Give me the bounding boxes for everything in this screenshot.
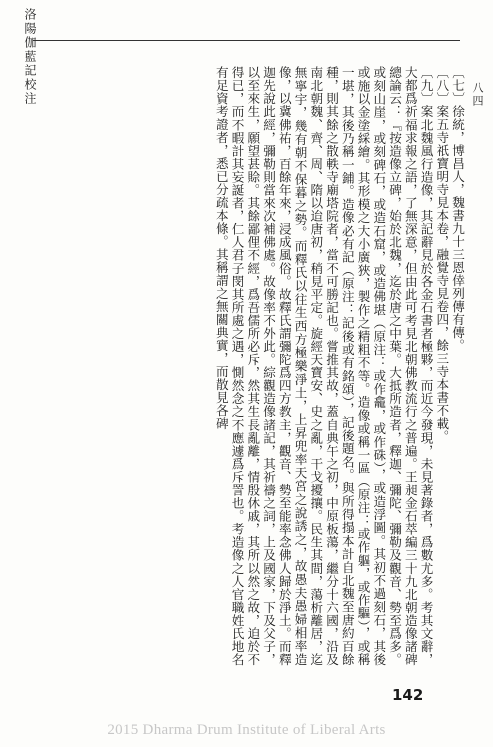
note-8: 〔八〕案五寺祇寶明寺見本卷，融覺寺見卷四，餘三寺本書不載。 [434, 66, 450, 443]
watermark: 2015 Dharma Drum Institute of Liberal Arts [107, 722, 386, 738]
note-9: 〔九〕案北魏風行造像，其記辭見於各金石書者極夥，而近今發現，未見著錄者，爲數尤多。考其文辭，大都爲祈福求報之語，了無深意，但由此可考見北朝佛教流行之普遍。王昶金石萃編三十九北朝造像諸碑總論云：『按造像立碑，始於北魏，迄於唐之中葉。大抵所造者，釋迦、彌陀、彌勒及觀音、勢至爲多。或刻山崖，或刻碑石，或造石窟，或造佛堪（原注：或作龕，或作硃），或造浮圖。其初不過刻石，其後或施以金塗綵繪。其形模之大小廣狹，製作之精粗不等。造像或稱一區（原注：或作軀，或作驅），或稱一堪，其後乃稱一鋪。造像必有記（原注：記後或有銘頌），記後題名。與所得搨本計自北魏至唐約百餘種，則其餘之散軼寺廟塔院者，當不可勝記也。嘗推其故，蓋自典午之初，中原板蕩，繼分十六國，沿及南北朝魏、齊、周、隋以迨唐初，稍見平定。旋經天寶安、史之亂，干戈擾攘。民生其間，蕩析離居，迄無寧宇，幾有朝不保暮之勢。而釋氏以往生西方極樂淨土，上昇兜率天宮之說誘之，故愚夫愚婦相率造像，以冀佛祐，百餘年來，浸成風俗。故釋氏謂彌陀爲四方教主，觀音、勢至能率念佛人歸於淨土。而釋迦先說此經，彌勒則當來次補佛處。故像率不外此。綜觀造像諸記，其祈禱之詞，上及國家，下及父子，以至來生，願望甚賒。其餘鄙俚不經，爲吾儒所必斥，然其生長亂離，情殷休戚，其所以然之故，迫於不得已，而不暇計其妄誕者，仁人君子閔其所處之遇，惻然念之不應遽爲斥詈也。考造像之人官職姓氏地名有足資考證者，悉已分疏本條。其稱謂之無關典實，而散見各碑 [213, 66, 434, 666]
page-number: 142 [392, 686, 424, 704]
note-7: 〔七〕徐統，博昌人，魏書九十三恩倖列傳有傳。 [450, 66, 465, 352]
running-header-book-title: 洛陽伽藍記校注 [23, 8, 37, 106]
header-rule [33, 40, 460, 41]
running-header-page-number: 八四 [471, 82, 484, 108]
annotation-body [33, 66, 465, 666]
